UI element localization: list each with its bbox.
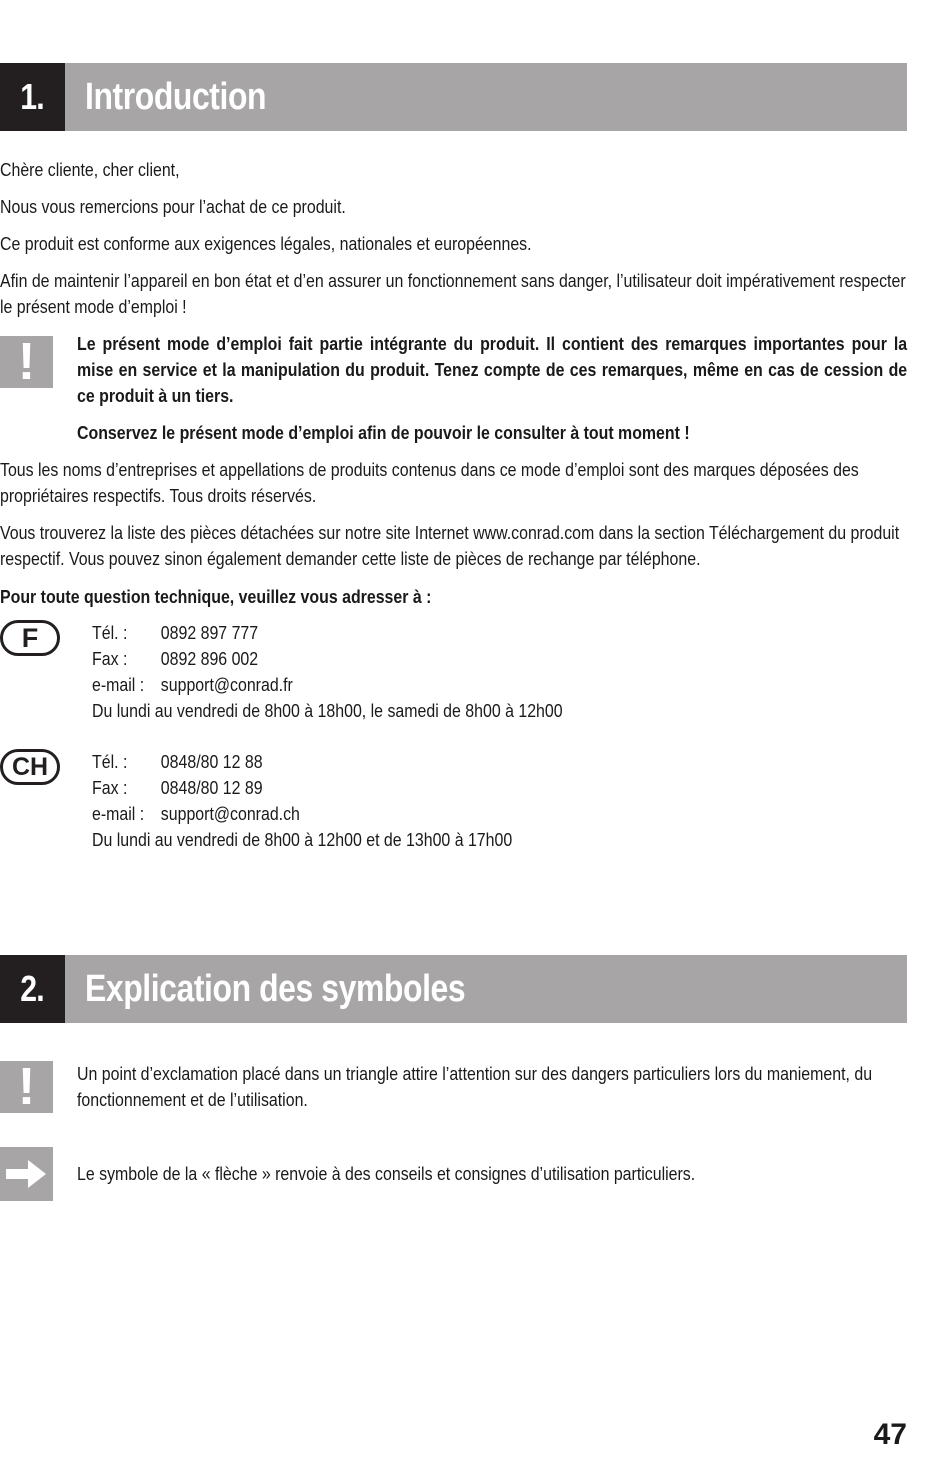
fax-label: Fax : [92, 648, 128, 669]
warning-text: Le présent mode d’emploi fait partie intégrante du produit. Il contient des remarques importantes pour la mise en service et la manipulation du produit. Tenez compte de ces remarques, même en cas de cession de ce produit à un tiers. [77, 333, 908, 406]
hours-text: Du lundi au vendredi de 8h00 à 18h00, le samedi de 8h00 à 12h00 [92, 700, 563, 721]
thanks-paragraph: Nous vous remercions pour l’achat de ce produit. [0, 196, 346, 217]
tel-label: Tél. : [92, 751, 128, 772]
section-2-number: 2. [0, 955, 65, 1023]
exclamation-explanation: Un point d’exclamation placé dans un triangle attire l’attention sur des dangers particuliers lors du maniement, du fonctionnement et de l’utilisation. [77, 1063, 873, 1110]
exclamation-symbol-icon: ! [0, 1061, 53, 1113]
section-1-number: 1. [0, 63, 65, 131]
section-2-header [0, 955, 907, 1023]
keep-manual-text: Conservez le présent mode d’emploi afin de pouvoir le consulter à tout moment ! [77, 422, 690, 443]
spare-parts-paragraph: Vous trouverez la liste des pièces détachées sur notre site Internet www.conrad.com dans la section Téléchargement du produit respectif. Vous pouvez sinon également demander cette liste de pièces de rechange par téléphone. [0, 522, 900, 569]
maintenance-paragraph: Afin de maintenir l’appareil en bon état et d’en assurer un fonctionnement sans danger, l’utilisateur doit impérativement respecter le présent mode d’emploi ! [0, 270, 906, 317]
email-label: e-mail : [92, 674, 145, 695]
tel-value: 0848/80 12 88 [160, 751, 263, 772]
email-value: support@conrad.fr [160, 674, 293, 695]
switzerland-badge-icon: CH [0, 749, 60, 785]
conformity-paragraph: Ce produit est conforme aux exigences légales, nationales et européennes. [0, 233, 532, 254]
section-1-header [0, 63, 907, 131]
section-2-title: Explication des symboles [65, 955, 907, 1023]
trademarks-paragraph: Tous les noms d’entreprises et appellations de produits contenus dans ce mode d’emploi sont des marques déposées des propriétaires respectifs. Tous droits réservés. [0, 459, 859, 506]
page-number: 47 [873, 1418, 907, 1451]
france-contact [92, 620, 639, 724]
exclamation-icon: ! [0, 336, 53, 388]
switzerland-contact [92, 749, 581, 853]
arrow-right-icon [0, 1147, 53, 1201]
arrow-explanation: Le symbole de la « flèche » renvoie à des conseils et consignes d’utilisation particuliers. [77, 1163, 696, 1184]
email-label: e-mail : [92, 803, 145, 824]
tel-value: 0892 897 777 [160, 622, 259, 643]
france-badge-icon: F [0, 620, 60, 656]
fax-value: 0848/80 12 89 [160, 777, 263, 798]
fax-label: Fax : [92, 777, 128, 798]
email-value: support@conrad.ch [160, 803, 300, 824]
technical-question: Pour toute question technique, veuillez vous adresser à : [0, 586, 432, 607]
fax-value: 0892 896 002 [160, 648, 259, 669]
hours-text: Du lundi au vendredi de 8h00 à 12h00 et de 13h00 à 17h00 [92, 829, 513, 850]
tel-label: Tél. : [92, 622, 128, 643]
arrow-symbol-icon [0, 1147, 53, 1201]
greeting: Chère cliente, cher client, [0, 159, 180, 180]
section-1-title: Introduction [65, 63, 907, 131]
